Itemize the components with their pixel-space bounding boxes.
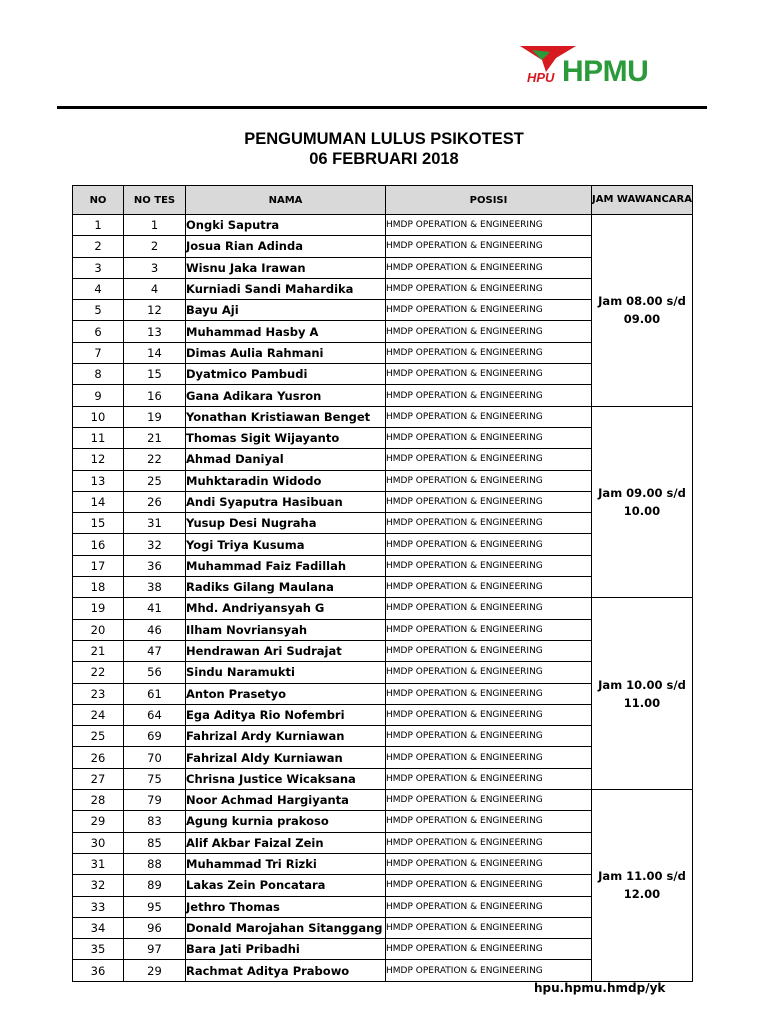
cell-posisi: HMDP OPERATION & ENGINEERING bbox=[386, 449, 592, 470]
cell-no: 16 bbox=[73, 534, 124, 555]
cell-posisi: HMDP OPERATION & ENGINEERING bbox=[386, 278, 592, 299]
cell-nama: Rachmat Aditya Prabowo bbox=[186, 960, 386, 981]
cell-posisi: HMDP OPERATION & ENGINEERING bbox=[386, 513, 592, 534]
cell-no: 1 bbox=[73, 215, 124, 236]
cell-nama: Thomas Sigit Wijayanto bbox=[186, 427, 386, 448]
cell-no-tes: 79 bbox=[124, 790, 186, 811]
announcement-title: PENGUMUMAN LULUS PSIKOTEST bbox=[244, 130, 524, 148]
cell-jam-wawancara: Jam 10.00 s/d 11.00 bbox=[592, 598, 693, 790]
cell-no-tes: 4 bbox=[124, 278, 186, 299]
cell-posisi: HMDP OPERATION & ENGINEERING bbox=[386, 300, 592, 321]
cell-no-tes: 83 bbox=[124, 811, 186, 832]
cell-posisi: HMDP OPERATION & ENGINEERING bbox=[386, 704, 592, 725]
cell-no-tes: 32 bbox=[124, 534, 186, 555]
cell-nama: Kurniadi Sandi Mahardika bbox=[186, 278, 386, 299]
cell-no-tes: 88 bbox=[124, 853, 186, 874]
cell-no-tes: 26 bbox=[124, 491, 186, 512]
col-header-posisi: POSISI bbox=[386, 186, 592, 215]
cell-no: 33 bbox=[73, 896, 124, 917]
cell-no-tes: 64 bbox=[124, 704, 186, 725]
cell-nama: Dyatmico Pambudi bbox=[186, 364, 386, 385]
cell-posisi: HMDP OPERATION & ENGINEERING bbox=[386, 427, 592, 448]
cell-posisi: HMDP OPERATION & ENGINEERING bbox=[386, 853, 592, 874]
cell-posisi: HMDP OPERATION & ENGINEERING bbox=[386, 321, 592, 342]
cell-no: 28 bbox=[73, 790, 124, 811]
table-body bbox=[73, 215, 693, 982]
cell-no: 9 bbox=[73, 385, 124, 406]
cell-posisi: HMDP OPERATION & ENGINEERING bbox=[386, 768, 592, 789]
cell-no-tes: 95 bbox=[124, 896, 186, 917]
cell-no-tes: 3 bbox=[124, 257, 186, 278]
cell-nama: Noor Achmad Hargiyanta bbox=[186, 790, 386, 811]
cell-posisi: HMDP OPERATION & ENGINEERING bbox=[386, 683, 592, 704]
cell-no-tes: 61 bbox=[124, 683, 186, 704]
cell-posisi: HMDP OPERATION & ENGINEERING bbox=[386, 960, 592, 981]
cell-no-tes: 70 bbox=[124, 747, 186, 768]
announcement-date: 06 FEBRUARI 2018 bbox=[309, 150, 459, 168]
cell-no-tes: 89 bbox=[124, 875, 186, 896]
cell-posisi: HMDP OPERATION & ENGINEERING bbox=[386, 491, 592, 512]
cell-no: 14 bbox=[73, 491, 124, 512]
cell-nama: Agung kurnia prakoso bbox=[186, 811, 386, 832]
cell-no-tes: 41 bbox=[124, 598, 186, 619]
footer-reference: hpu.hpmu.hmdp/yk bbox=[534, 981, 666, 995]
cell-no-tes: 29 bbox=[124, 960, 186, 981]
cell-no-tes: 85 bbox=[124, 832, 186, 853]
cell-no: 23 bbox=[73, 683, 124, 704]
cell-nama: Ilham Novriansyah bbox=[186, 619, 386, 640]
cell-no: 3 bbox=[73, 257, 124, 278]
cell-jam-wawancara: Jam 11.00 s/d 12.00 bbox=[592, 790, 693, 982]
cell-no: 26 bbox=[73, 747, 124, 768]
cell-no-tes: 25 bbox=[124, 470, 186, 491]
col-header-nama: NAMA bbox=[186, 186, 386, 215]
cell-posisi: HMDP OPERATION & ENGINEERING bbox=[386, 257, 592, 278]
cell-no: 10 bbox=[73, 406, 124, 427]
cell-nama: Fahrizal Aldy Kurniawan bbox=[186, 747, 386, 768]
cell-posisi: HMDP OPERATION & ENGINEERING bbox=[386, 385, 592, 406]
cell-no: 21 bbox=[73, 640, 124, 661]
cell-nama: Muhammad Faiz Fadillah bbox=[186, 555, 386, 576]
cell-posisi: HMDP OPERATION & ENGINEERING bbox=[386, 790, 592, 811]
cell-nama: Alif Akbar Faizal Zein bbox=[186, 832, 386, 853]
cell-posisi: HMDP OPERATION & ENGINEERING bbox=[386, 342, 592, 363]
results-table bbox=[72, 185, 693, 982]
cell-jam-wawancara: Jam 08.00 s/d 09.00 bbox=[592, 215, 693, 407]
cell-no-tes: 47 bbox=[124, 640, 186, 661]
cell-nama: Bara Jati Pribadhi bbox=[186, 939, 386, 960]
cell-no-tes: 96 bbox=[124, 917, 186, 938]
cell-no: 29 bbox=[73, 811, 124, 832]
cell-no-tes: 19 bbox=[124, 406, 186, 427]
table-row bbox=[73, 406, 693, 427]
cell-no: 6 bbox=[73, 321, 124, 342]
cell-nama: Yonathan Kristiawan Benget bbox=[186, 406, 386, 427]
cell-no: 17 bbox=[73, 555, 124, 576]
cell-no-tes: 12 bbox=[124, 300, 186, 321]
table-row bbox=[73, 215, 693, 236]
cell-nama: Josua Rian Adinda bbox=[186, 236, 386, 257]
cell-posisi: HMDP OPERATION & ENGINEERING bbox=[386, 577, 592, 598]
cell-posisi: HMDP OPERATION & ENGINEERING bbox=[386, 406, 592, 427]
cell-no: 19 bbox=[73, 598, 124, 619]
cell-nama: Mhd. Andriyansyah G bbox=[186, 598, 386, 619]
cell-nama: Lakas Zein Poncatara bbox=[186, 875, 386, 896]
cell-posisi: HMDP OPERATION & ENGINEERING bbox=[386, 811, 592, 832]
cell-no: 2 bbox=[73, 236, 124, 257]
cell-no-tes: 14 bbox=[124, 342, 186, 363]
cell-no: 25 bbox=[73, 726, 124, 747]
cell-nama: Chrisna Justice Wicaksana bbox=[186, 768, 386, 789]
table-row bbox=[73, 598, 693, 619]
table-header-row bbox=[73, 186, 693, 215]
cell-no: 31 bbox=[73, 853, 124, 874]
cell-no-tes: 1 bbox=[124, 215, 186, 236]
cell-no-tes: 13 bbox=[124, 321, 186, 342]
cell-no: 18 bbox=[73, 577, 124, 598]
cell-nama: Ega Aditya Rio Nofembri bbox=[186, 704, 386, 725]
cell-no: 15 bbox=[73, 513, 124, 534]
cell-posisi: HMDP OPERATION & ENGINEERING bbox=[386, 364, 592, 385]
cell-posisi: HMDP OPERATION & ENGINEERING bbox=[386, 555, 592, 576]
cell-nama: Yogi Triya Kusuma bbox=[186, 534, 386, 555]
cell-posisi: HMDP OPERATION & ENGINEERING bbox=[386, 726, 592, 747]
cell-no: 32 bbox=[73, 875, 124, 896]
cell-no: 35 bbox=[73, 939, 124, 960]
cell-no: 24 bbox=[73, 704, 124, 725]
cell-nama: Gana Adikara Yusron bbox=[186, 385, 386, 406]
cell-posisi: HMDP OPERATION & ENGINEERING bbox=[386, 747, 592, 768]
cell-no: 36 bbox=[73, 960, 124, 981]
table-row bbox=[73, 790, 693, 811]
cell-no: 12 bbox=[73, 449, 124, 470]
col-header-no-tes: NO TES bbox=[124, 186, 186, 215]
cell-no-tes: 2 bbox=[124, 236, 186, 257]
cell-no-tes: 56 bbox=[124, 662, 186, 683]
hpmu-logo-text: HPMU bbox=[562, 55, 649, 88]
cell-posisi: HMDP OPERATION & ENGINEERING bbox=[386, 896, 592, 917]
cell-no: 22 bbox=[73, 662, 124, 683]
cell-nama: Andi Syaputra Hasibuan bbox=[186, 491, 386, 512]
cell-nama: Bayu Aji bbox=[186, 300, 386, 321]
cell-nama: Hendrawan Ari Sudrajat bbox=[186, 640, 386, 661]
cell-no-tes: 36 bbox=[124, 555, 186, 576]
cell-posisi: HMDP OPERATION & ENGINEERING bbox=[386, 215, 592, 236]
cell-no-tes: 15 bbox=[124, 364, 186, 385]
cell-posisi: HMDP OPERATION & ENGINEERING bbox=[386, 917, 592, 938]
cell-nama: Muhammad Tri Rizki bbox=[186, 853, 386, 874]
cell-posisi: HMDP OPERATION & ENGINEERING bbox=[386, 470, 592, 491]
cell-nama: Muhktaradin Widodo bbox=[186, 470, 386, 491]
cell-nama: Radiks Gilang Maulana bbox=[186, 577, 386, 598]
cell-nama: Donald Marojahan Sitanggang bbox=[186, 917, 386, 938]
hpmu-logo bbox=[520, 42, 680, 92]
cell-no-tes: 75 bbox=[124, 768, 186, 789]
cell-no-tes: 97 bbox=[124, 939, 186, 960]
col-header-jam-wawancara: JAM WAWANCARA bbox=[592, 186, 693, 215]
cell-posisi: HMDP OPERATION & ENGINEERING bbox=[386, 534, 592, 555]
cell-no: 27 bbox=[73, 768, 124, 789]
cell-posisi: HMDP OPERATION & ENGINEERING bbox=[386, 832, 592, 853]
cell-posisi: HMDP OPERATION & ENGINEERING bbox=[386, 939, 592, 960]
cell-no: 11 bbox=[73, 427, 124, 448]
cell-no: 13 bbox=[73, 470, 124, 491]
cell-nama: Ongki Saputra bbox=[186, 215, 386, 236]
cell-no-tes: 16 bbox=[124, 385, 186, 406]
cell-posisi: HMDP OPERATION & ENGINEERING bbox=[386, 619, 592, 640]
cell-no: 4 bbox=[73, 278, 124, 299]
cell-no: 7 bbox=[73, 342, 124, 363]
cell-no: 20 bbox=[73, 619, 124, 640]
cell-no-tes: 46 bbox=[124, 619, 186, 640]
cell-no: 5 bbox=[73, 300, 124, 321]
cell-nama: Sindu Naramukti bbox=[186, 662, 386, 683]
cell-nama: Yusup Desi Nugraha bbox=[186, 513, 386, 534]
cell-posisi: HMDP OPERATION & ENGINEERING bbox=[386, 662, 592, 683]
col-header-no: NO bbox=[73, 186, 124, 215]
cell-no-tes: 21 bbox=[124, 427, 186, 448]
cell-nama: Wisnu Jaka Irawan bbox=[186, 257, 386, 278]
cell-nama: Anton Prasetyo bbox=[186, 683, 386, 704]
cell-no: 34 bbox=[73, 917, 124, 938]
cell-nama: Muhammad Hasby A bbox=[186, 321, 386, 342]
cell-no: 30 bbox=[73, 832, 124, 853]
cell-nama: Ahmad Daniyal bbox=[186, 449, 386, 470]
cell-no-tes: 38 bbox=[124, 577, 186, 598]
cell-no: 8 bbox=[73, 364, 124, 385]
cell-posisi: HMDP OPERATION & ENGINEERING bbox=[386, 598, 592, 619]
cell-nama: Jethro Thomas bbox=[186, 896, 386, 917]
hpu-logo-text: HPU bbox=[527, 70, 555, 85]
cell-posisi: HMDP OPERATION & ENGINEERING bbox=[386, 236, 592, 257]
cell-no-tes: 22 bbox=[124, 449, 186, 470]
cell-no-tes: 69 bbox=[124, 726, 186, 747]
cell-jam-wawancara: Jam 09.00 s/d 10.00 bbox=[592, 406, 693, 598]
cell-nama: Dimas Aulia Rahmani bbox=[186, 342, 386, 363]
cell-no-tes: 31 bbox=[124, 513, 186, 534]
cell-posisi: HMDP OPERATION & ENGINEERING bbox=[386, 640, 592, 661]
cell-posisi: HMDP OPERATION & ENGINEERING bbox=[386, 875, 592, 896]
cell-nama: Fahrizal Ardy Kurniawan bbox=[186, 726, 386, 747]
header-divider bbox=[57, 106, 707, 109]
